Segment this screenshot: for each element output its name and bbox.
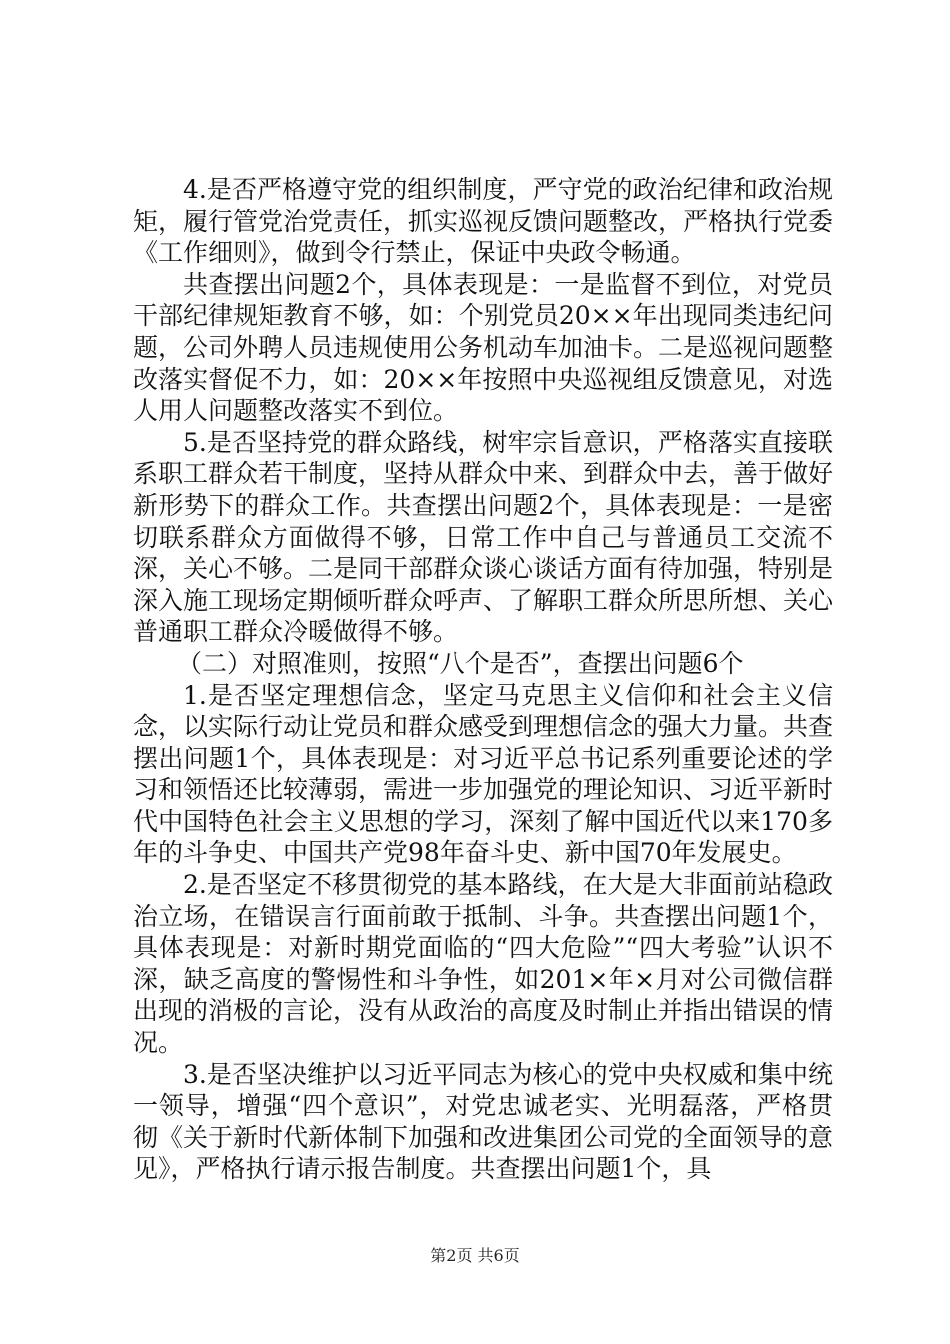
paragraph-item-5: 5.是否坚持党的群众路线，树牢宗旨意识，严格落实直接联系职工群众若干制度，坚持从群众中来、到群众中去，善于做好新形势下的群众工作。共查摆出问题2个，具体表现是：一是密切联系群众方面做得不够，日常工作中自己与普通员工交流不深，关心不够。二是同干部群众谈心谈话方面有待加强，特别是深入施工现场定期倾听群众呼声、了解职工群众所思所想、关心普通职工群众冷暖做得不够。 xyxy=(133,427,834,647)
paragraph-criterion-1: 1.是否坚定理想信念，坚定马克思主义信仰和社会主义信念，以实际行动让党员和群众感受到理想信念的强大力量。共查摆出问题1个，具体表现是：对习近平总书记系列重要论述的学习和领悟还比较薄弱，需进一步加强党的理论知识、习近平新时代中国特色社会主义思想的学习，深刻了解中国近代以来170多年的斗争史、中国共产党98年奋斗史、新中国70年发展史。 xyxy=(133,680,834,868)
paragraph-item-4-problems: 共查摆出问题2个，具体表现是：一是监督不到位，对党员干部纪律规矩教育不够，如：个别党员20××年出现同类违纪问题，公司外聘人员违规使用公务机动车加油卡。二是巡视问题整改落实督促不力，如：20××年按照中央巡视组反馈意见，对选人用人问题整改落实不到位。 xyxy=(133,269,834,426)
paragraph-criterion-2: 2.是否坚定不移贯彻党的基本路线，在大是大非面前站稳政治立场，在错误言行面前敢于抵制、斗争。共查摆出问题1个，具体表现是：对新时期党面临的“四大危险”“四大考验”认识不深，缺乏高度的警惕性和斗争性，如201×年×月对公司微信群出现的消极的言论，没有从政治的高度及时制止并指出错误的情况。 xyxy=(133,870,834,1058)
document-body xyxy=(133,174,833,1185)
paragraph-criterion-3: 3.是否坚决维护以习近平同志为核心的党中央权威和集中统一领导，增强“四个意识”，对党忠诚老实、光明磊落，严格贯彻《关于新时代新体制下加强和改进集团公司党的全面领导的意见》，严格执行请示报告制度。共查摆出问题1个，具 xyxy=(133,1059,834,1184)
page-footer: 第2页 共6页 xyxy=(430,1246,520,1265)
section-heading: （二）对照准则，按照“八个是否”，查摆出问题6个 xyxy=(177,648,744,678)
paragraph-item-4: 4.是否严格遵守党的组织制度，严守党的政治纪律和政治规矩，履行管党治党责任，抓实巡视反馈问题整改，严格执行党委《工作细则》，做到令行禁止，保证中央政令畅通。 xyxy=(133,175,834,268)
